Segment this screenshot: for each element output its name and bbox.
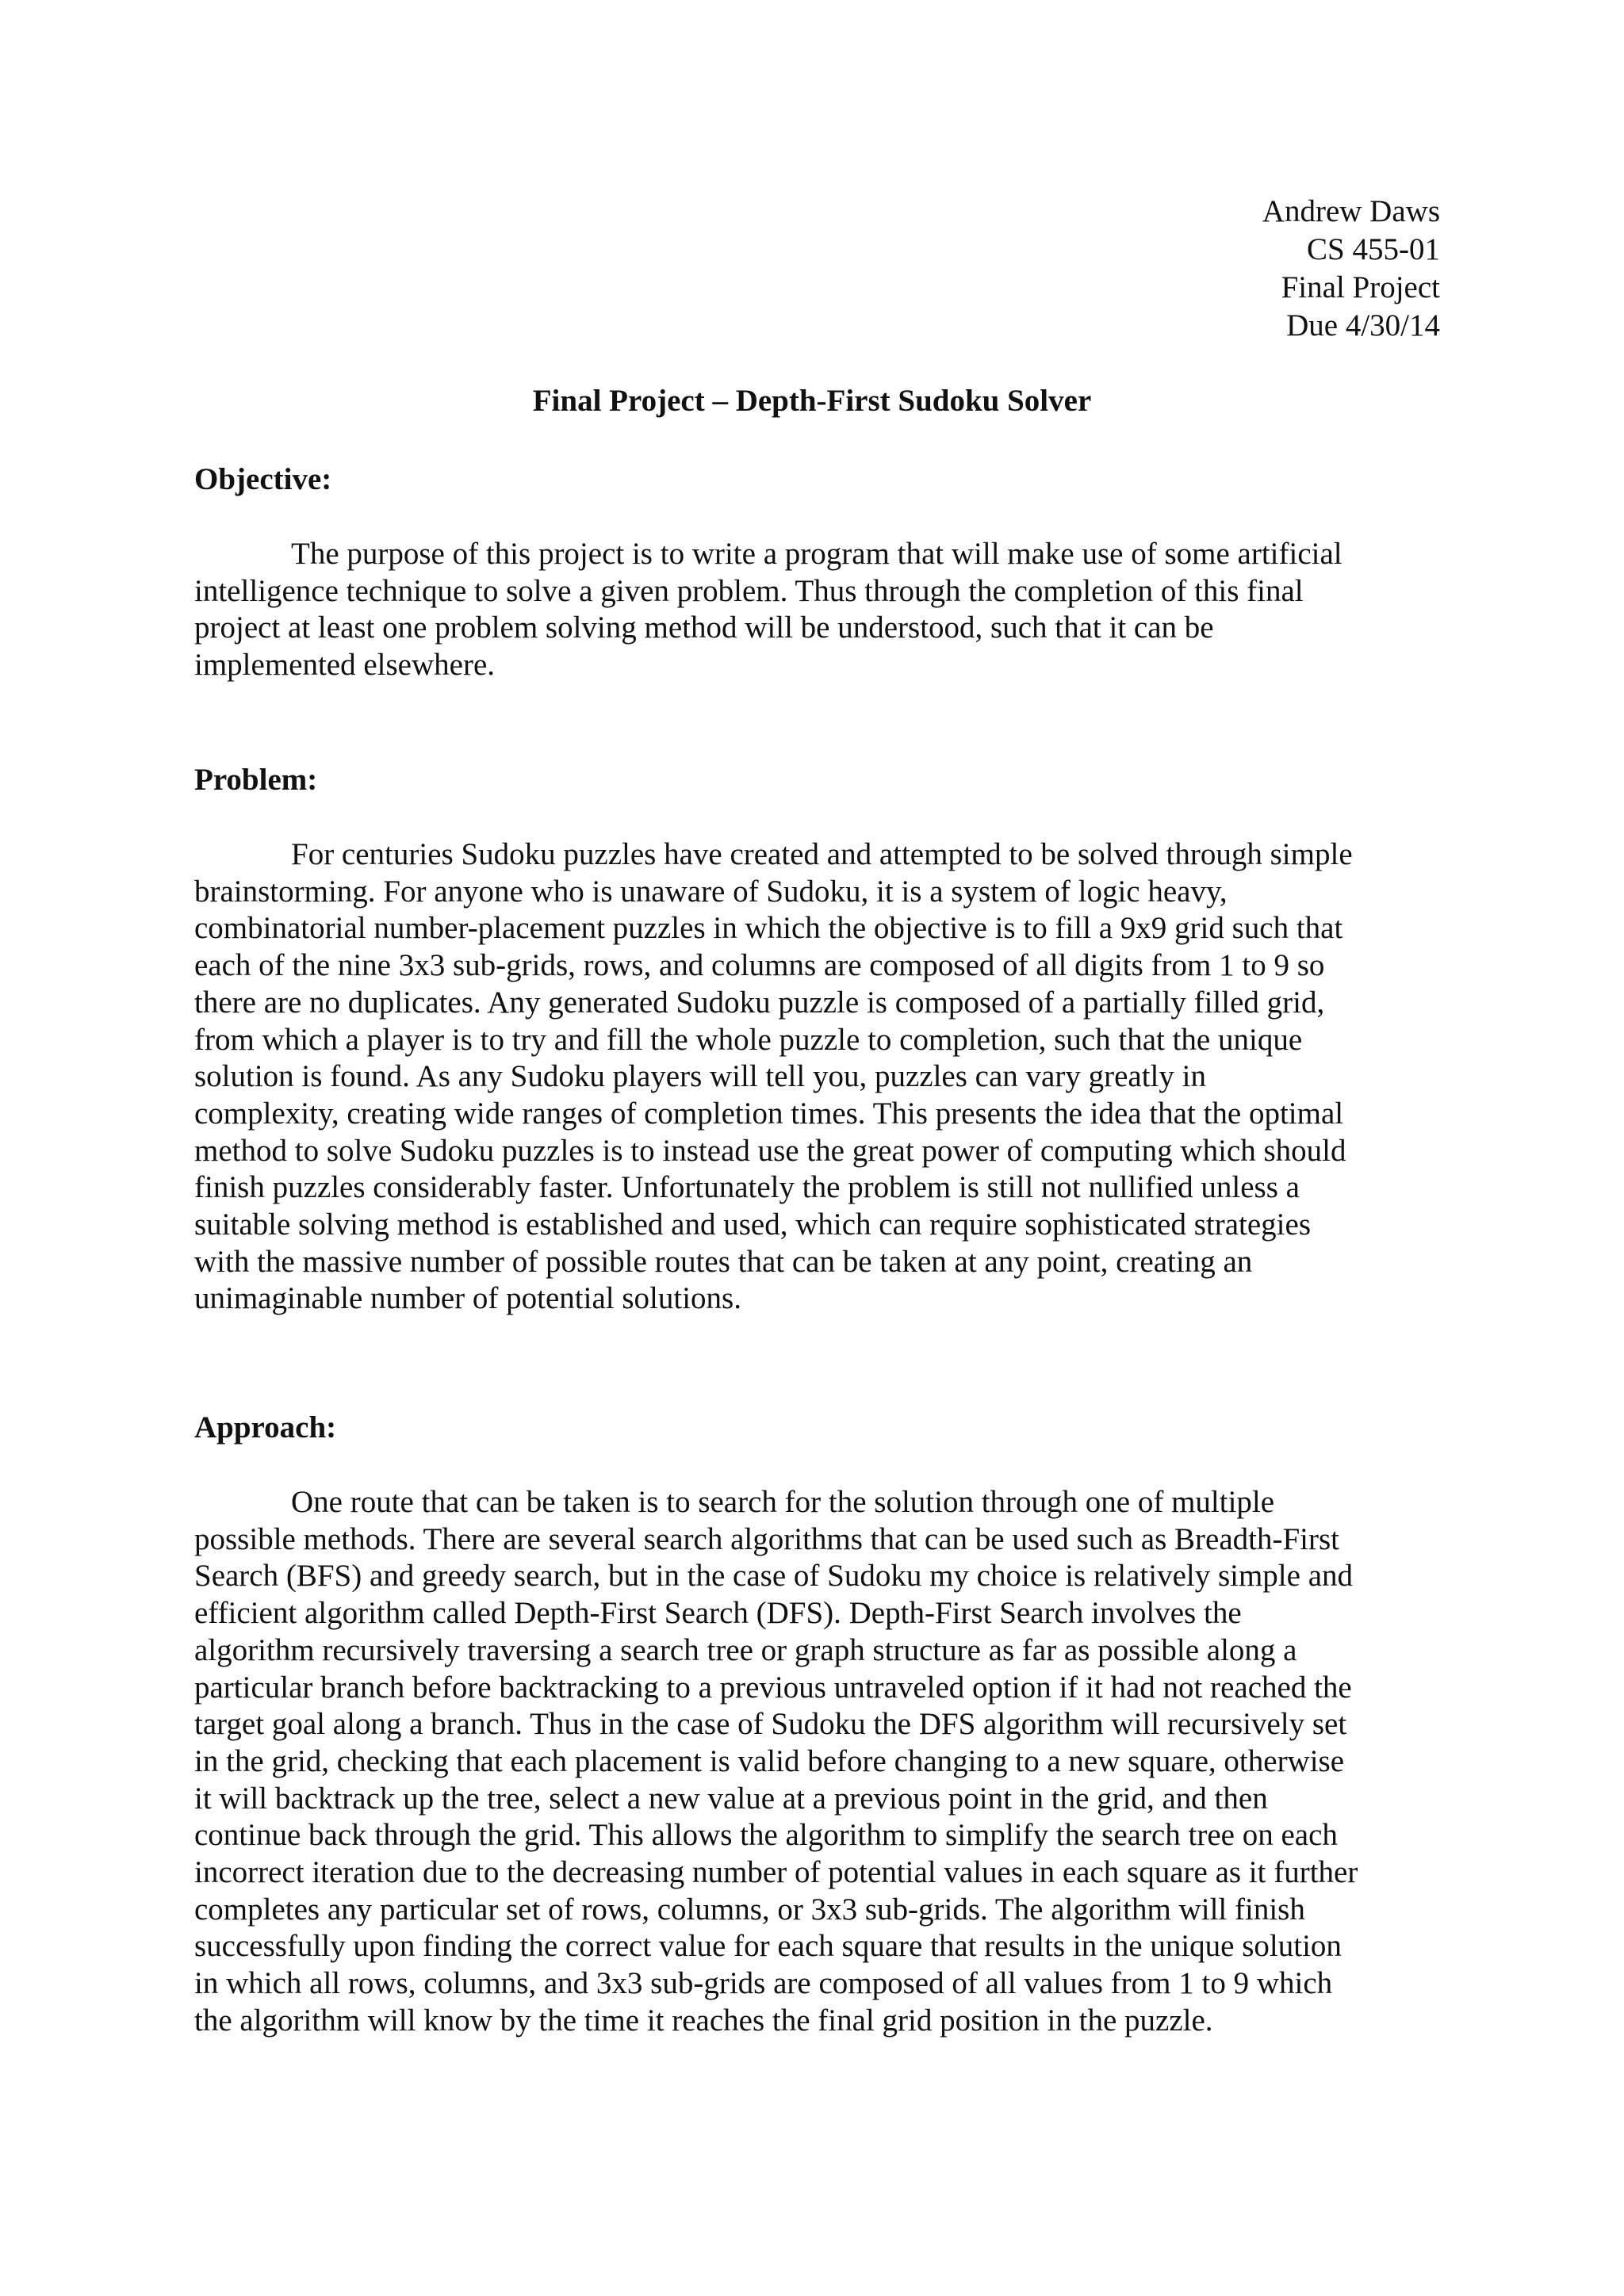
paragraph-line: brainstorming. For anyone who is unaware of Sudoku, it is a system of logic heavy, xyxy=(194,874,1228,909)
paragraph-line: For centuries Sudoku puzzles have created and attempted to be solved through simple xyxy=(291,837,1353,871)
paragraph-line: incorrect iteration due to the decreasing number of potential values in each square as it further xyxy=(194,1855,1358,1890)
paragraph-line: intelligence technique to solve a given problem. Thus through the completion of this final xyxy=(194,573,1304,608)
paragraph-line: in which all rows, columns, and 3x3 sub-grids are composed of all values from 1 to 9 which xyxy=(194,1966,1333,2001)
paragraph-line: in the grid, checking that each placement is valid before changing to a new square, otherwise xyxy=(194,1743,1345,1778)
problem-heading: Problem: xyxy=(194,763,318,797)
paragraph-line: The purpose of this project is to write a program that will make use of some artificial xyxy=(291,537,1342,571)
objective-paragraph xyxy=(194,536,1463,684)
paragraph-line: project at least one problem solving method will be understood, such that it can be xyxy=(194,610,1214,645)
due-date: Due 4/30/14 xyxy=(1286,308,1440,342)
approach-paragraph xyxy=(194,1484,1463,2040)
paragraph-line: One route that can be taken is to search for the solution through one of multiple xyxy=(291,1485,1275,1519)
paragraph-line: method to solve Sudoku puzzles is to instead use the great power of computing which should xyxy=(194,1133,1346,1168)
author-name: Andrew Daws xyxy=(1262,194,1440,228)
paragraph-line: the algorithm will know by the time it reaches the final grid position in the puzzle. xyxy=(194,2003,1213,2038)
objective-heading: Objective: xyxy=(194,462,332,496)
paragraph-line: successfully upon finding the correct value for each square that results in the unique solution xyxy=(194,1929,1342,1964)
document-title: Final Project – Depth-First Sudoku Solver xyxy=(532,384,1092,418)
problem-paragraph xyxy=(194,836,1463,1318)
paragraph-line: there are no duplicates. Any generated Sudoku puzzle is composed of a partially filled grid, xyxy=(194,985,1325,1020)
paragraph-line: suitable solving method is established and used, which can require sophisticated strategies xyxy=(194,1207,1311,1242)
paragraph-line: combinatorial number-placement puzzles in which the objective is to fill a 9x9 grid such that xyxy=(194,911,1343,946)
paragraph-line: efficient algorithm called Depth-First Search (DFS). Depth-First Search involves the xyxy=(194,1596,1242,1631)
paragraph-line: particular branch before backtracking to a previous untraveled option if it had not reached the xyxy=(194,1670,1352,1705)
header-block xyxy=(1262,193,1440,345)
paragraph-line: target goal along a branch. Thus in the case of Sudoku the DFS algorithm will recursively set xyxy=(194,1707,1347,1742)
paragraph-line: from which a player is to try and fill the whole puzzle to completion, such that the unique xyxy=(194,1022,1303,1057)
paragraph-line: continue back through the grid. This allows the algorithm to simplify the search tree on each xyxy=(194,1818,1338,1853)
paragraph-line: implemented elsewhere. xyxy=(194,648,496,683)
course-code: CS 455-01 xyxy=(1307,232,1440,266)
paragraph-line: unimaginable number of potential solutions. xyxy=(194,1281,741,1316)
paragraph-line: completes any particular set of rows, columns, or 3x3 sub-grids. The algorithm will finish xyxy=(194,1892,1305,1927)
paragraph-line: each of the nine 3x3 sub-grids, rows, and columns are composed of all digits from 1 to 9 so xyxy=(194,948,1325,983)
paragraph-line: solution is found. As any Sudoku players will tell you, puzzles can vary greatly in xyxy=(194,1059,1206,1094)
paragraph-line: with the massive number of possible routes that can be taken at any point, creating an xyxy=(194,1244,1253,1279)
paragraph-line: complexity, creating wide ranges of completion times. This presents the idea that the optimal xyxy=(194,1096,1344,1131)
paragraph-line: algorithm recursively traversing a search tree or graph structure as far as possible along a xyxy=(194,1632,1297,1667)
assignment-name: Final Project xyxy=(1281,270,1440,304)
paragraph-line: finish puzzles considerably faster. Unfortunately the problem is still not nullified unless a xyxy=(194,1170,1300,1205)
paragraph-line: Search (BFS) and greedy search, but in the case of Sudoku my choice is relatively simple and xyxy=(194,1559,1354,1594)
paragraph-line: it will backtrack up the tree, select a new value at a previous point in the grid, and then xyxy=(194,1781,1268,1816)
paragraph-line: possible methods. There are several search algorithms that can be used such as Breadth-First xyxy=(194,1521,1340,1556)
approach-heading: Approach: xyxy=(194,1410,337,1445)
